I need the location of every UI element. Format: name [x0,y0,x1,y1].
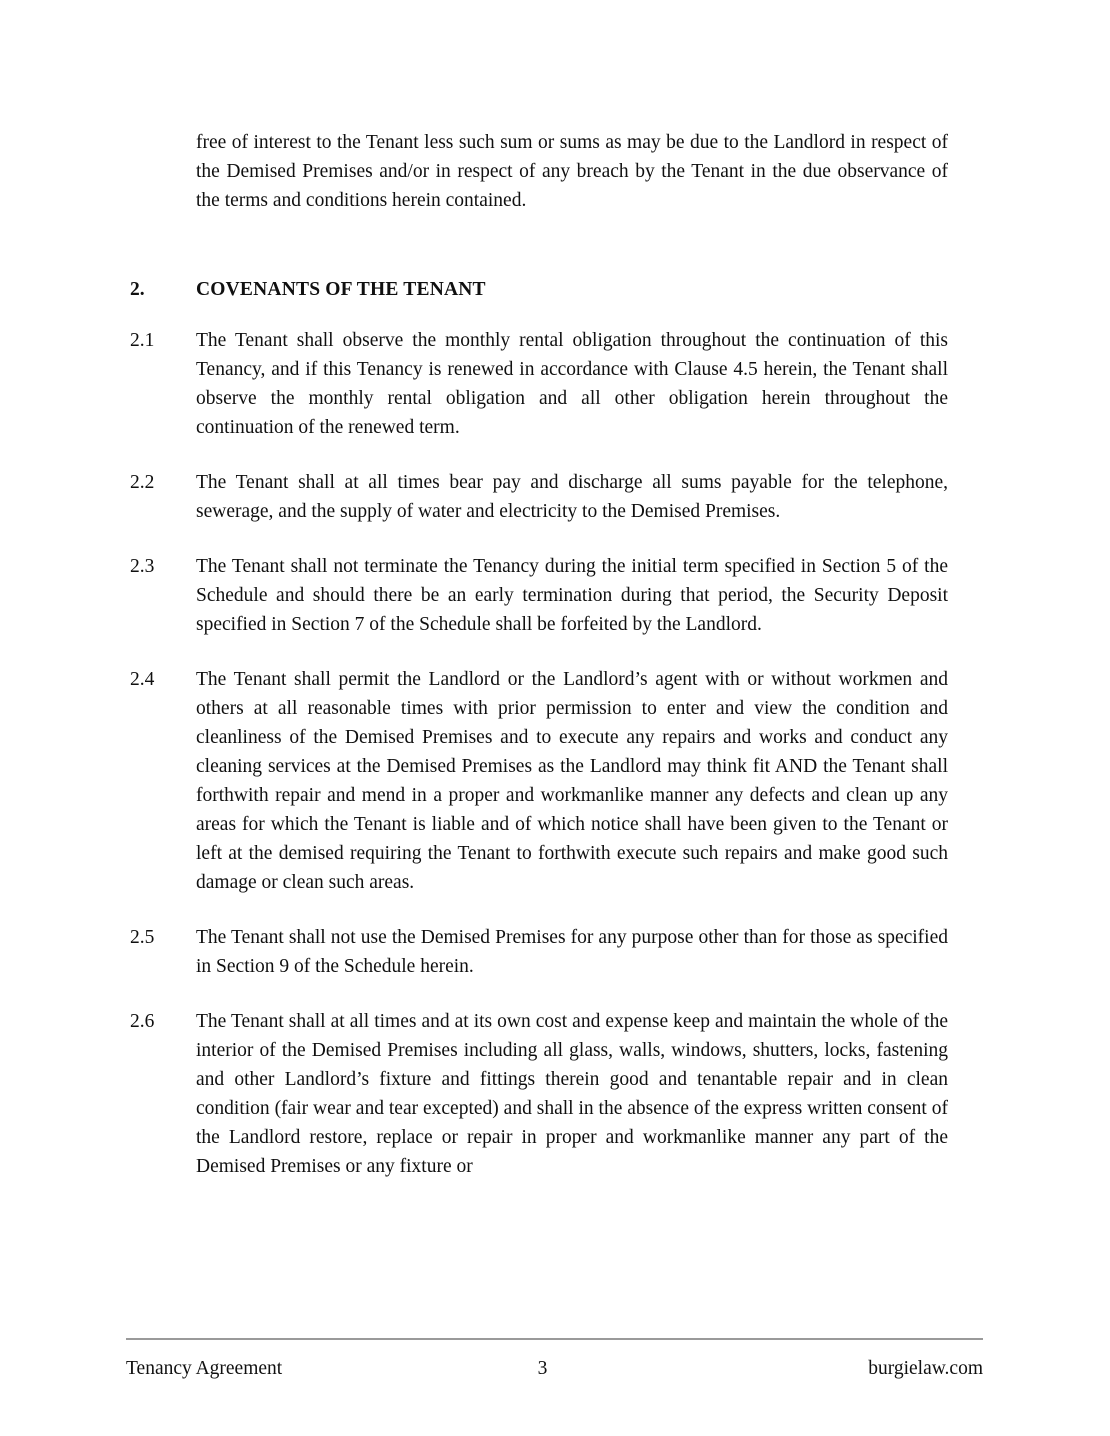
clause-text: The Tenant shall at all times bear pay and discharge all sums payable for the telephone, sewerage, and the supply of water and electricity to the Demised Premises. [196,472,948,522]
clause-2-6 [130,1007,948,1181]
clause-text: The Tenant shall not use the Demised Premises for any purpose other than for those as specified in Section 9 of the Schedule herein. [196,927,948,977]
footer-site-name: burgielaw.com [868,1358,983,1379]
page-content [130,128,948,1207]
clause-text: The Tenant shall permit the Landlord or the Landlord’s agent with or without workmen and others at all reasonable times with prior permission to enter and view the condition and cleanliness of the Demised Premises and to execute any repairs and works and conduct any cleaning services at the Demised Premises as the Landlord may think fit AND the Tenant shall forthwith repair and mend in a proper and workmanlike manner any defects and clean up any areas for which the Tenant is liable and of which notice shall have been given to the Tenant or left at the demised requiring the Tenant to forthwith execute such repairs and make good such damage or clean such areas. [196,669,948,893]
clause-number: 2.3 [130,556,155,577]
clause-number: 2.1 [130,330,155,351]
clause-number: 2.6 [130,1011,155,1032]
footer-document-title: Tenancy Agreement [126,1358,283,1379]
clause-2-1 [130,326,948,442]
continued-paragraph: free of interest to the Tenant less such sum or sums as may be due to the Landlord in respect of the Demised Premises and/or in respect of any breach by the Tenant in the due observance of the terms and conditions herein contained. [196,132,948,211]
footer-divider [126,1338,983,1340]
footer-page-number: 3 [537,1358,548,1379]
clause-text: The Tenant shall observe the monthly rental obligation throughout the continuation of this Tenancy, and if this Tenancy is renewed in accordance with Clause 4.5 herein, the Tenant shall observe the monthly rental obligation and all other obligation herein throughout the continuation of the renewed term. [196,330,948,438]
section-number: 2. [130,279,145,300]
clause-number: 2.5 [130,927,155,948]
clause-text: The Tenant shall at all times and at its own cost and expense keep and maintain the whole of the interior of the Demised Premises including all glass, walls, windows, shutters, locks, fastening and other Landlord’s fixture and fittings therein good and tenantable repair and in clean condition (fair wear and tear excepted) and shall in the absence of the express written consent of the Landlord restore, replace or repair in proper and workmanlike manner any part of the Demised Premises or any fixture or [196,1011,948,1177]
footer-row [126,1354,983,1384]
clause-number: 2.2 [130,472,155,493]
clause-2-2 [130,468,948,526]
clause-2-3 [130,552,948,639]
clause-2-4 [130,665,948,897]
clause-number: 2.4 [130,669,155,690]
page-footer [126,1338,983,1384]
section-title: COVENANTS OF THE TENANT [196,279,486,300]
section-heading [130,239,948,326]
clause-2-5 [130,923,948,981]
clause-text: The Tenant shall not terminate the Tenancy during the initial term specified in Section 5 of the Schedule and should there be an early termination during that period, the Security Deposit specified in Section 7 of the Schedule shall be forfeited by the Landlord. [196,556,948,635]
